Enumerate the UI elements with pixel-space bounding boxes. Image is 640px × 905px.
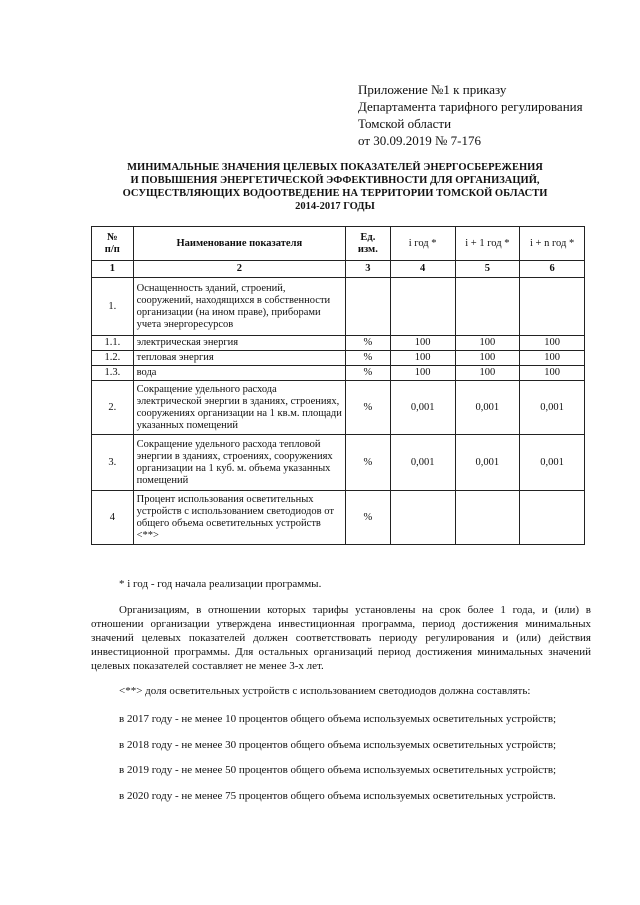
row-name: Оснащенность зданий, строений, сооружений, находящихся в собственности организации (на ином праве), приборами учета энергоресурсов bbox=[133, 278, 345, 336]
header-line: Приложение №1 к приказу bbox=[358, 82, 507, 97]
title-line: ОСУЩЕСТВЛЯЮЩИХ ВОДООТВЕДЕНИЕ НА ТЕРРИТОРИИ ТОМСКОЙ ОБЛАСТИ bbox=[122, 188, 548, 199]
row-value: 100 bbox=[455, 351, 520, 366]
row-value: 100 bbox=[520, 336, 585, 351]
row-unit: % bbox=[346, 336, 391, 351]
row-value: 0,001 bbox=[390, 435, 455, 491]
row-value: 100 bbox=[390, 366, 455, 381]
row-value bbox=[520, 491, 585, 545]
year-requirement: в 2017 году - не менее 10 процентов общего объема используемых осветительных устройств; bbox=[119, 713, 557, 725]
footnote: * i год - год начала реализации программы. bbox=[119, 578, 322, 590]
header-unit: Ед. изм. bbox=[346, 227, 391, 261]
row-num: 1. bbox=[92, 278, 134, 336]
header-line: Департамента тарифного регулирования bbox=[358, 99, 583, 114]
col-index: 1 bbox=[92, 261, 134, 278]
row-value bbox=[520, 278, 585, 336]
col-index: 3 bbox=[346, 261, 391, 278]
header-year-i: i год * bbox=[390, 227, 455, 261]
row-num: 3. bbox=[92, 435, 134, 491]
row-name: тепловая энергия bbox=[133, 351, 345, 366]
indicators-table bbox=[91, 226, 585, 545]
row-value: 0,001 bbox=[520, 381, 585, 435]
table-row bbox=[92, 381, 585, 435]
header-year-i1: i + 1 год * bbox=[455, 227, 520, 261]
row-value bbox=[390, 491, 455, 545]
row-unit: % bbox=[346, 435, 391, 491]
row-value: 100 bbox=[390, 351, 455, 366]
table-row bbox=[92, 351, 585, 366]
row-num: 1.3. bbox=[92, 366, 134, 381]
title-line: И ПОВЫШЕНИЯ ЭНЕРГЕТИЧЕСКОЙ ЭФФЕКТИВНОСТИ ДЛЯ ОРГАНИЗАЦИЙ, bbox=[130, 175, 540, 186]
row-value: 100 bbox=[390, 336, 455, 351]
row-unit: % bbox=[346, 351, 391, 366]
header-name: Наименование показателя bbox=[133, 227, 345, 261]
title-line: МИНИМАЛЬНЫЕ ЗНАЧЕНИЯ ЦЕЛЕВЫХ ПОКАЗАТЕЛЕЙ ЭНЕРГОСБЕРЕЖЕНИЯ bbox=[127, 162, 543, 173]
col-index: 5 bbox=[455, 261, 520, 278]
row-unit: % bbox=[346, 366, 391, 381]
header-year-in: i + n год * bbox=[520, 227, 585, 261]
year-requirement: в 2018 году - не менее 30 процентов общего объема используемых осветительных устройств; bbox=[119, 739, 557, 751]
order-reference bbox=[358, 81, 618, 149]
table-row bbox=[92, 336, 585, 351]
row-value: 0,001 bbox=[455, 435, 520, 491]
table-row bbox=[92, 278, 585, 336]
row-value: 0,001 bbox=[390, 381, 455, 435]
row-name: вода bbox=[133, 366, 345, 381]
row-value: 0,001 bbox=[455, 381, 520, 435]
col-index: 4 bbox=[390, 261, 455, 278]
row-value: 100 bbox=[455, 366, 520, 381]
row-unit bbox=[346, 278, 391, 336]
col-index: 6 bbox=[520, 261, 585, 278]
table-row bbox=[92, 435, 585, 491]
row-unit: % bbox=[346, 381, 391, 435]
row-value: 0,001 bbox=[520, 435, 585, 491]
document-title bbox=[90, 161, 580, 213]
row-value bbox=[390, 278, 455, 336]
year-requirement: в 2019 году - не менее 50 процентов общего объема используемых осветительных устройств; bbox=[119, 764, 557, 776]
title-line: 2014-2017 ГОДЫ bbox=[295, 201, 375, 212]
row-name: Сокращение удельного расхода тепловой энергии в зданиях, строениях, сооружениях организации на 1 куб. м. объема указанных помещений bbox=[133, 435, 345, 491]
col-index: 2 bbox=[133, 261, 345, 278]
row-value bbox=[455, 491, 520, 545]
header-line: от 30.09.2019 № 7-176 bbox=[358, 133, 481, 148]
year-requirement: в 2020 году - не менее 75 процентов общего объема используемых осветительных устройств. bbox=[119, 790, 556, 802]
table-row bbox=[92, 366, 585, 381]
row-name: электрическая энергия bbox=[133, 336, 345, 351]
row-unit: % bbox=[346, 491, 391, 545]
row-name: Процент использования осветительных устройств с использованием светодиодов от общего объема осветительных устройств <**> bbox=[133, 491, 345, 545]
row-value: 100 bbox=[520, 351, 585, 366]
row-value: 100 bbox=[455, 336, 520, 351]
led-note-intro: <**> доля осветительных устройств с использованием светодиодов должна составлять: bbox=[119, 685, 531, 697]
row-value bbox=[455, 278, 520, 336]
row-num: 2. bbox=[92, 381, 134, 435]
row-num: 1.2. bbox=[92, 351, 134, 366]
header-num: № п/п bbox=[92, 227, 134, 261]
body-paragraph: Организациям, в отношении которых тарифы установлены на срок более 1 года, и (или) в отношении организации утверждена инвестиционная программа, период достижения минимальных значений целевых показателей должен соответствовать периоду регулирования и (или) действия инвестиционной программы. Для остальных организаций период достижения минимальных значений целевых показателей составляет не менее 3-х лет. bbox=[91, 604, 591, 672]
row-value: 100 bbox=[520, 366, 585, 381]
header-line: Томской области bbox=[358, 116, 452, 131]
table-row bbox=[92, 491, 585, 545]
table-header-row bbox=[92, 227, 585, 261]
row-num: 4 bbox=[92, 491, 134, 545]
row-name: Сокращение удельного расхода электрической энергии в зданиях, строениях, сооружениях организации на 1 кв.м. площади указанных помещений bbox=[133, 381, 345, 435]
row-num: 1.1. bbox=[92, 336, 134, 351]
column-index-row bbox=[92, 261, 585, 278]
